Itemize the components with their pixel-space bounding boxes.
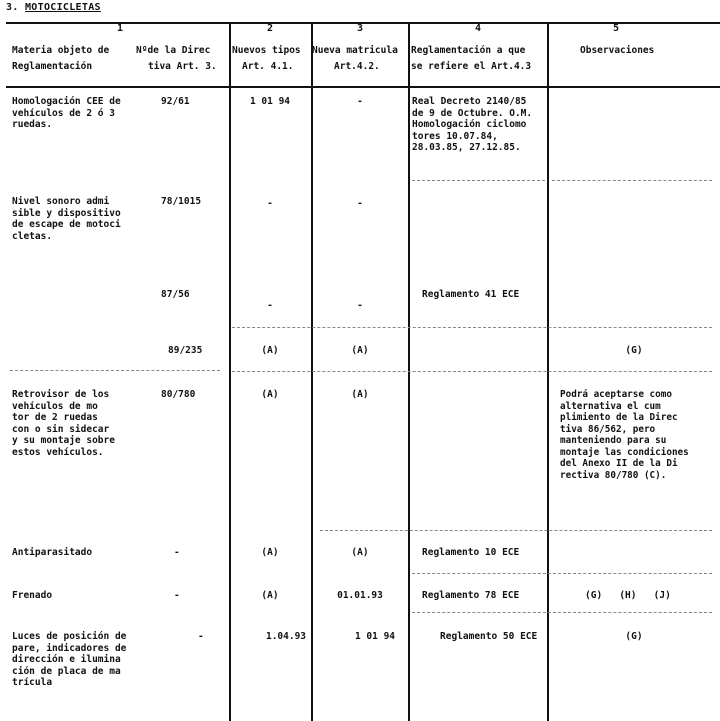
cell-directiva: 89/235 [168,345,203,356]
cell-nueva-matricula: (A) [351,547,369,558]
cell-reglamentacion: Reglamento 50 ECE [440,631,538,642]
row-separator [232,327,712,328]
cell-materia: Homologación CEE de vehículos de 2 ó 3 ruedas. [12,96,121,130]
cell-nueva-matricula: (A) [351,389,369,400]
cell-nuevos-tipos: (A) [261,590,279,601]
section-title [6,2,101,13]
cell-directiva: - [174,590,180,601]
cell-nuevos-tipos: (A) [261,547,279,558]
header-directiva: Nºde la Direc tiva Art. 3. [136,45,217,72]
column-number: 1 [116,23,124,34]
header-observaciones: Observaciones [580,45,655,56]
section-heading: MOTOCICLETAS [24,2,101,13]
cell-reglamentacion: Reglamento 10 ECE [422,547,520,558]
cell-directiva: 78/1015 [161,196,202,207]
row-separator [10,370,220,371]
cell-reglamentacion: Reglamento 41 ECE [422,289,520,300]
row-separator [412,573,712,574]
column-number: 3 [356,23,364,34]
cell-observaciones: (G) [625,631,643,642]
cell-nuevos-tipos: (A) [261,389,279,400]
section-number: 3. [6,2,19,13]
cell-nueva-matricula: 1 01 94 [354,631,396,642]
cell-nuevos-tipos: 1 01 94 [249,96,291,107]
column-number: 4 [474,23,482,34]
cell-nueva-matricula: 01.01.93 [337,590,383,601]
row-separator [320,530,712,531]
cell-reglamentacion: Reglamento 78 ECE [422,590,520,601]
cell-observaciones: (G) [625,345,643,356]
column-number: 2 [266,23,274,34]
cell-nueva-matricula: - [357,198,363,209]
column-number: 5 [612,23,620,34]
header-nuevos-tipos: Nuevos tipos Art. 4.1. [232,45,301,72]
column-divider [229,22,231,721]
cell-materia: Retrovisor de los vehículos de mo tor de 2 ruedas con o sin sidecar y su montaje sobre estos vehículos. [12,389,115,458]
cell-reglamentacion: Real Decreto 2140/85 de 9 de Octubre. O.M. Homologación ciclomo tores 10.07.84, 28.03.85, 27.12.85. [412,96,533,153]
cell-directiva: 87/56 [161,289,190,300]
cell-observaciones: Podrá aceptarse como alternativa el cum plimiento de la Direc tiva 86/562, pero manteniendo para su montaje las condiciones del Anexo II de la Di rectiva 80/780 (C). [560,389,689,481]
row-separator [412,180,545,181]
row-separator [552,180,712,181]
cell-observaciones: (G) (H) (J) [585,590,671,601]
header-bottom-rule [6,86,720,88]
cell-nuevos-tipos: 1.04.93 [265,631,307,642]
row-separator [412,612,712,613]
cell-nuevos-tipos: (A) [261,345,279,356]
header-nueva-matricula: Nueva matricula Art.4.2. [312,45,398,72]
cell-nueva-matricula: (A) [351,345,369,356]
cell-nueva-matricula: - [357,300,363,311]
cell-materia: Luces de posición de pare, indicadores de dirección e ilumina ción de placa de ma trícula [12,631,127,688]
cell-directiva: 80/780 [161,389,196,400]
cell-directiva: - [198,631,204,642]
row-separator [232,371,712,372]
header-reglamentacion: Reglamentación a que se refiere el Art.4.3 [411,45,532,72]
header-materia: Materia objeto de Reglamentación [12,45,110,72]
cell-nuevos-tipos: - [267,300,273,311]
cell-directiva: - [174,547,180,558]
cell-nuevos-tipos: - [267,198,273,209]
cell-materia: Antiparasitado [12,547,93,558]
cell-nueva-matricula: - [357,96,363,107]
cell-materia: Nivel sonoro admi sible y dispositivo de escape de motoci cletas. [12,196,121,242]
cell-directiva: 92/61 [161,96,190,107]
cell-materia: Frenado [12,590,53,601]
